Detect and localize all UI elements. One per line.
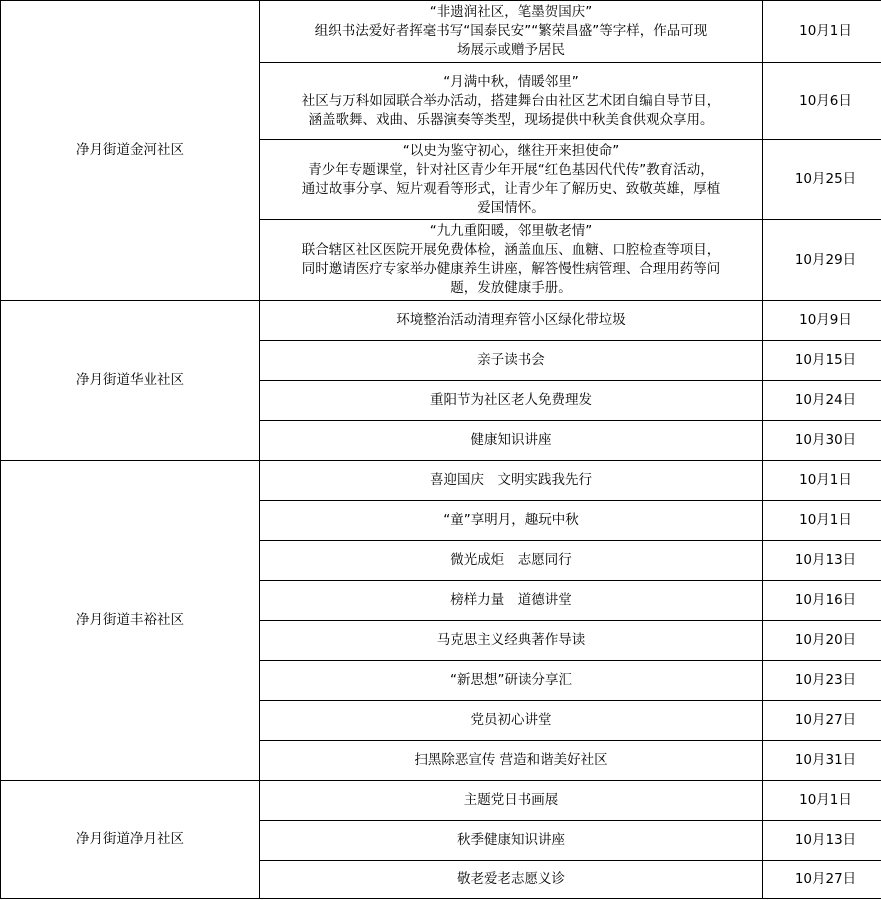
date-cell: 10月20日 (763, 621, 881, 661)
activity-description: 组织书法爱好者挥毫书写“国泰民安”“繁荣昌盛”等字样，作品可现 (314, 23, 708, 39)
activity-description: 题，发放健康手册。 (450, 280, 572, 296)
activity-description: 爱国情怀。 (477, 199, 545, 216)
date-cell: 10月13日 (763, 541, 881, 581)
date-cell: 10月13日 (763, 821, 881, 861)
table-row (1, 1, 881, 63)
activity-cell: 主题党日书画展 (260, 781, 763, 821)
date-cell: 10月23日 (763, 661, 881, 701)
activity-cell: 秋季健康知识讲座 (260, 821, 763, 861)
date-cell: 10月9日 (763, 301, 881, 341)
date-cell: 10月6日 (763, 63, 881, 140)
activity-cell (260, 140, 763, 220)
table-row (1, 781, 881, 821)
activity-description: 联合辖区社区医院开展免费体检，涵盖血压、血糖、口腔检查等项目， (301, 242, 721, 258)
community-name: 净月街道华业社区 (1, 301, 260, 461)
activity-description: 场展示或赠予居民 (457, 42, 565, 58)
table-row (1, 461, 881, 501)
date-cell: 10月30日 (763, 421, 881, 461)
community-name: 净月街道净月社区 (1, 781, 260, 899)
table-row (1, 301, 881, 341)
activity-description: 涵盖歌舞、戏曲、乐器演奏等类型，现场提供中秋美食供观众享用。 (308, 111, 714, 128)
activity-title: “九九重阳暖，邻里敬老情” (429, 223, 593, 239)
community-name: 净月街道丰裕社区 (1, 461, 260, 781)
activity-cell (260, 63, 763, 140)
activity-title: “以史为鉴守初心，继往开来担使命” (402, 142, 620, 159)
activity-title: “非遗润社区，笔墨贺国庆” (429, 4, 593, 20)
activity-cell: 环境整治活动清理弃管小区绿化带垃圾 (260, 301, 763, 341)
activity-cell: 重阳节为社区老人免费理发 (260, 381, 763, 421)
date-cell: 10月27日 (763, 701, 881, 741)
activity-cell: 喜迎国庆 文明实践我先行 (260, 461, 763, 501)
activity-cell: 马克思主义经典著作导读 (260, 621, 763, 661)
community-name: 净月街道金河社区 (1, 1, 260, 301)
activity-description: 同时邀请医疗专家举办健康养生讲座，解答慢性病管理、合理用药等问 (301, 261, 721, 277)
date-cell: 10月15日 (763, 341, 881, 381)
date-cell: 10月1日 (763, 501, 881, 541)
date-cell: 10月1日 (763, 1, 881, 63)
date-cell: 10月1日 (763, 781, 881, 821)
activity-cell: “新思想”研读分享汇 (260, 661, 763, 701)
activity-title: “月满中秋，情暖邻里” (443, 73, 579, 90)
date-cell: 10月31日 (763, 741, 881, 781)
activity-description: 青少年专题课堂，针对社区青少年开展“红色基因代代传”教育活动， (308, 161, 714, 178)
activity-description: 社区与万科如园联合举办活动，搭建舞台由社区艺术团自编自导节目， (301, 92, 721, 109)
activity-cell: “童”享明月，趣玩中秋 (260, 501, 763, 541)
date-cell: 10月29日 (763, 220, 881, 301)
activity-cell (260, 220, 763, 301)
activity-cell (260, 1, 763, 63)
activity-cell: 敬老爱老志愿义诊 (260, 861, 763, 899)
activity-cell: 健康知识讲座 (260, 421, 763, 461)
activity-cell: 亲子读书会 (260, 341, 763, 381)
date-cell: 10月25日 (763, 140, 881, 220)
activity-cell: 榜样力量 道德讲堂 (260, 581, 763, 621)
date-cell: 10月1日 (763, 461, 881, 501)
date-cell: 10月24日 (763, 381, 881, 421)
activity-cell: 党员初心讲堂 (260, 701, 763, 741)
activity-description: 通过故事分享、短片观看等形式，让青少年了解历史、致敬英雄，厚植 (301, 180, 721, 197)
activity-cell: 扫黑除恶宣传 营造和谐美好社区 (260, 741, 763, 781)
date-cell: 10月27日 (763, 861, 881, 899)
date-cell: 10月16日 (763, 581, 881, 621)
activity-cell: 微光成炬 志愿同行 (260, 541, 763, 581)
